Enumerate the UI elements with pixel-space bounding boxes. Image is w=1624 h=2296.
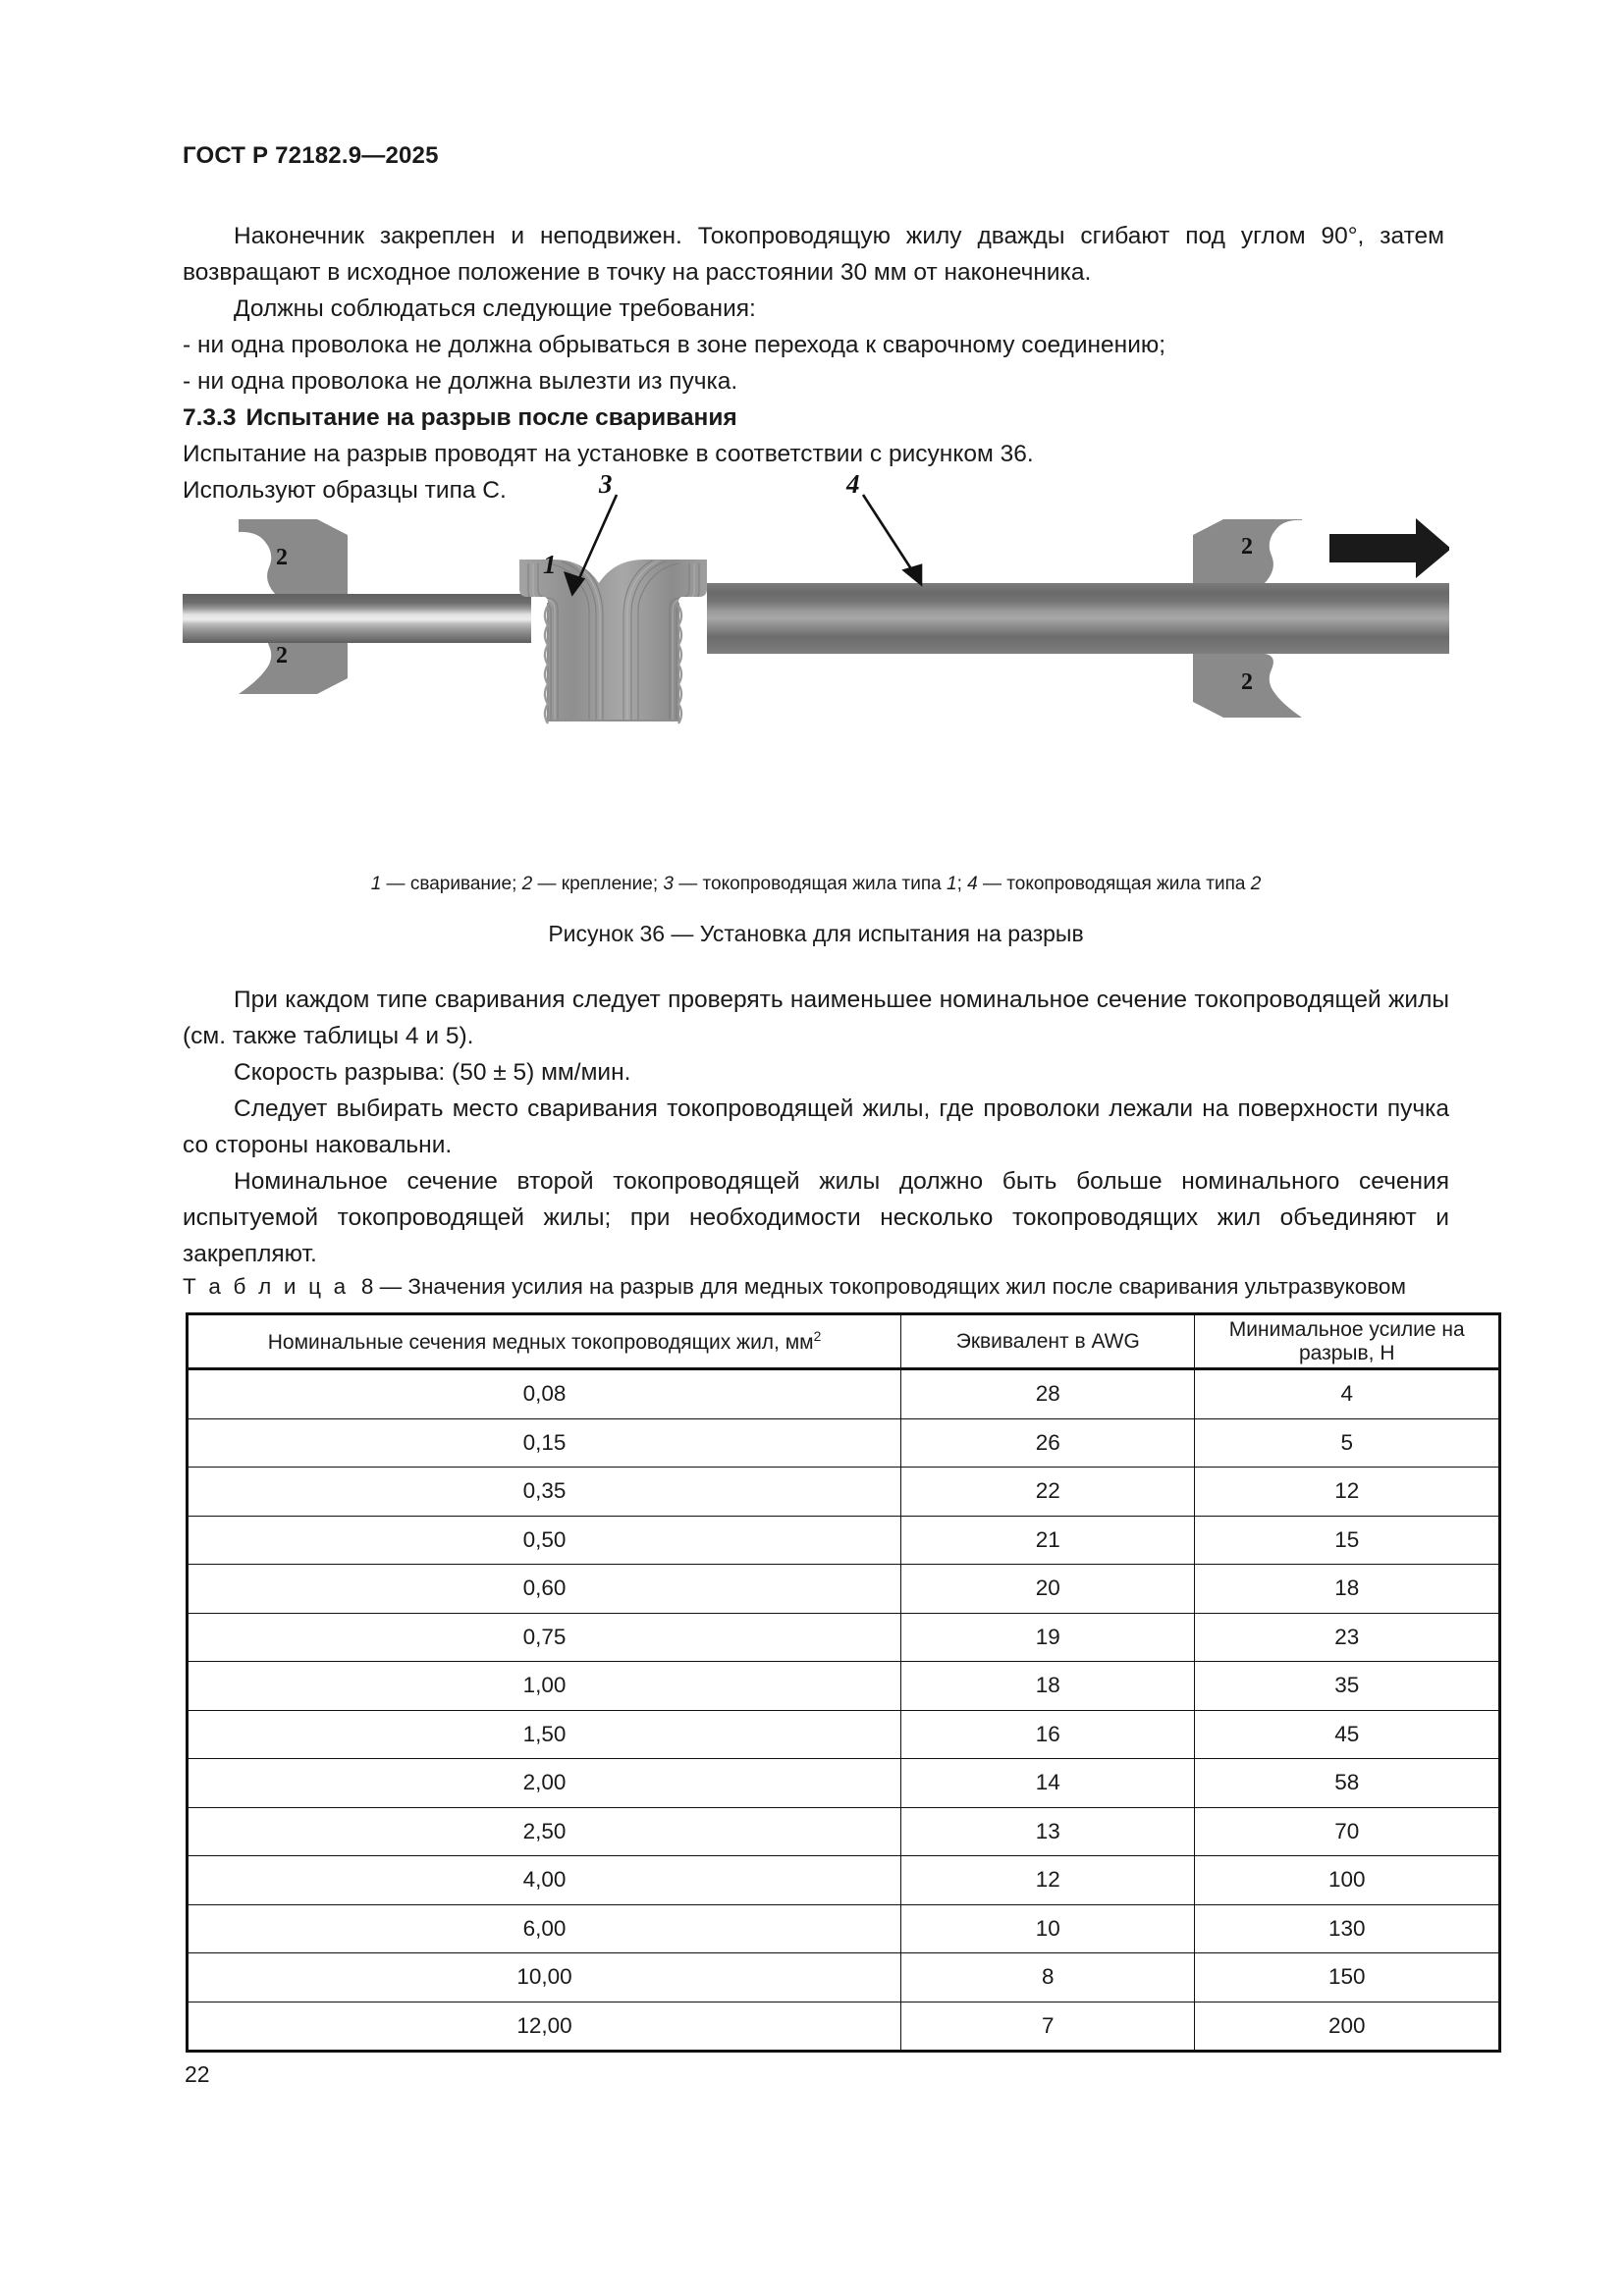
unit-superscript: 2 <box>813 1328 822 1344</box>
table-header-row <box>188 1314 1500 1369</box>
lower-body-text <box>183 982 1449 1272</box>
table-cell-nominal-section: 1,00 <box>188 1662 901 1711</box>
table-row <box>188 1953 1500 2002</box>
table-row <box>188 1369 1500 1419</box>
table-row <box>188 1662 1500 1711</box>
figure-36-tensile-test-setup <box>183 469 1449 856</box>
document-header-standard-id: ГОСТ Р 72182.9—2025 <box>183 142 439 169</box>
table-cell-awg: 20 <box>901 1565 1195 1614</box>
table-cell-nominal-section: 1,50 <box>188 1710 901 1759</box>
table-8-body <box>188 1369 1500 2052</box>
table-8-head <box>188 1314 1500 1369</box>
table-cell-breaking-force: 15 <box>1195 1516 1500 1565</box>
table-8-breaking-force <box>186 1312 1501 2053</box>
figure-36-legend: 1 — сваривание; 2 — крепление; 3 — токопроводящая жила типа 1; 4 — токопроводящая жила типа 2 <box>370 874 1262 894</box>
table-cell-breaking-force: 100 <box>1195 1856 1500 1905</box>
table-cell-awg: 13 <box>901 1807 1195 1856</box>
paragraph-clamp-bending: Наконечник закреплен и неподвижен. Токопроводящую жилу дважды сгибают под углом 90°, затем возвращают в исходное положение в точку на расстоянии 30 мм от наконечника. <box>183 223 1444 286</box>
paragraph-test-reference: Испытание на разрыв проводят на установке в соответствии с рисунком 36. <box>183 441 1034 467</box>
table-row <box>188 2002 1500 2052</box>
figure-36-caption: Рисунок 36 — Установка для испытания на разрыв <box>548 921 1084 946</box>
clamp-label-top-right: 2 <box>1241 534 1253 560</box>
table-cell-nominal-section: 0,50 <box>188 1516 901 1565</box>
table-cell-awg: 21 <box>901 1516 1195 1565</box>
paragraph-sample-type: Используют образцы типа С. <box>183 477 507 504</box>
table-cell-nominal-section: 2,50 <box>188 1807 901 1856</box>
section-title: Испытание на разрыв после сваривания <box>245 404 737 431</box>
column-header-nominal-section: Номинальные сечения медных токопроводящих жил, $мм^2$ <box>188 1314 901 1369</box>
upper-body-text <box>183 218 1444 508</box>
column-header-min-breaking-force: Минимальное усилие на разрыв, Н <box>1195 1314 1500 1369</box>
table-row <box>188 1418 1500 1468</box>
clamp-label-top-left: 2 <box>276 545 288 570</box>
table-row <box>188 1565 1500 1614</box>
table-cell-nominal-section: 0,35 <box>188 1468 901 1517</box>
table-row <box>188 1468 1500 1517</box>
table-cell-awg: 8 <box>901 1953 1195 2002</box>
table-row <box>188 1759 1500 1808</box>
figure-callout-4: 4 <box>846 469 860 499</box>
table-caption-label: Т а б л и ц а <box>183 1274 350 1299</box>
figure-callout-3: 3 <box>599 469 613 499</box>
table-cell-breaking-force: 23 <box>1195 1613 1500 1662</box>
leader-arrowhead-4 <box>904 565 921 584</box>
table-cell-nominal-section: 6,00 <box>188 1904 901 1953</box>
section-number: 7.3.3 <box>183 404 237 431</box>
table-row <box>188 1807 1500 1856</box>
table-cell-nominal-section: 0,08 <box>188 1369 901 1419</box>
table-cell-breaking-force: 18 <box>1195 1565 1500 1614</box>
table-cell-nominal-section: 0,15 <box>188 1418 901 1468</box>
paragraph-tear-speed: Скорость разрыва: (50 ± 5) мм/мин. <box>234 1059 631 1086</box>
table-caption-number: 8 <box>360 1274 374 1299</box>
paragraph-weld-location: Следует выбирать место сваривания токопроводящей жилы, где проволоки лежали на поверхности пучка со стороны наковальни. <box>183 1095 1449 1158</box>
conductor-right-type2 <box>707 583 1449 654</box>
table-cell-awg: 18 <box>901 1662 1195 1711</box>
table-cell-breaking-force: 58 <box>1195 1759 1500 1808</box>
column-header-awg-equivalent: Эквивалент в AWG <box>901 1314 1195 1369</box>
table-8-caption <box>183 1271 1479 1303</box>
table-cell-breaking-force: 4 <box>1195 1369 1500 1419</box>
table-caption-text: — Значения усилия на разрыв для медных токопроводящих жил после сваривания ультразвуковом <box>379 1274 1406 1299</box>
table-row <box>188 1710 1500 1759</box>
table-cell-awg: 26 <box>901 1418 1195 1468</box>
table-cell-awg: 22 <box>901 1468 1195 1517</box>
table-cell-breaking-force: 12 <box>1195 1468 1500 1517</box>
requirement-bullet-1: - ни одна проволока не должна обрываться в зоне перехода к сварочному соединению; <box>183 332 1166 358</box>
table-cell-breaking-force: 45 <box>1195 1710 1500 1759</box>
table-cell-nominal-section: 2,00 <box>188 1759 901 1808</box>
table-cell-awg: 7 <box>901 2002 1195 2052</box>
table-row <box>188 1613 1500 1662</box>
conductor-left-type1 <box>183 594 531 643</box>
clamp-label-bottom-left: 2 <box>276 643 288 668</box>
table-cell-awg: 19 <box>901 1613 1195 1662</box>
table-cell-nominal-section: 0,75 <box>188 1613 901 1662</box>
section-heading-7-3-3 <box>183 400 1444 436</box>
table-cell-awg: 16 <box>901 1710 1195 1759</box>
page-number: 22 <box>185 2061 210 2087</box>
figure-callout-1: 1 <box>543 550 557 579</box>
table-cell-nominal-section: 12,00 <box>188 2002 901 2052</box>
table-cell-awg: 28 <box>901 1369 1195 1419</box>
paragraph-second-conductor: Номинальное сечение второй токопроводящей жилы должно быть больше номинального сечения испытуемой токопроводящей жилы; при необходимости несколько токопроводящих жил объединяют и закрепляют. <box>183 1168 1449 1267</box>
table-row <box>188 1856 1500 1905</box>
table-cell-nominal-section: 10,00 <box>188 1953 901 2002</box>
figure-36-drawing <box>183 473 1449 856</box>
table-cell-breaking-force: 150 <box>1195 1953 1500 2002</box>
requirement-bullet-2: - ни одна проволока не должна вылезти из пучка. <box>183 368 738 395</box>
paragraph-requirements-intro: Должны соблюдаться следующие требования: <box>234 295 756 322</box>
clamp-left-upper-jaw <box>239 519 348 595</box>
table-row <box>188 1904 1500 1953</box>
pull-force-arrow <box>1329 518 1449 578</box>
table-cell-awg: 10 <box>901 1904 1195 1953</box>
weld-tail-left-edge <box>545 606 548 723</box>
paragraph-min-cross-section: При каждом типе сваривания следует проверять наименьшее номинальное сечение токопроводящей жилы (см. также таблицы 4 и 5). <box>183 987 1449 1049</box>
table-cell-breaking-force: 130 <box>1195 1904 1500 1953</box>
table-cell-breaking-force: 70 <box>1195 1807 1500 1856</box>
clamp-label-bottom-right: 2 <box>1241 669 1253 695</box>
table-cell-breaking-force: 35 <box>1195 1662 1500 1711</box>
table-row <box>188 1516 1500 1565</box>
table-cell-awg: 14 <box>901 1759 1195 1808</box>
weld-tail-right-edge <box>678 606 681 723</box>
table-cell-breaking-force: 200 <box>1195 2002 1500 2052</box>
table-cell-nominal-section: 0,60 <box>188 1565 901 1614</box>
table-cell-nominal-section: 4,00 <box>188 1856 901 1905</box>
table-cell-breaking-force: 5 <box>1195 1418 1500 1468</box>
table-cell-awg: 12 <box>901 1856 1195 1905</box>
